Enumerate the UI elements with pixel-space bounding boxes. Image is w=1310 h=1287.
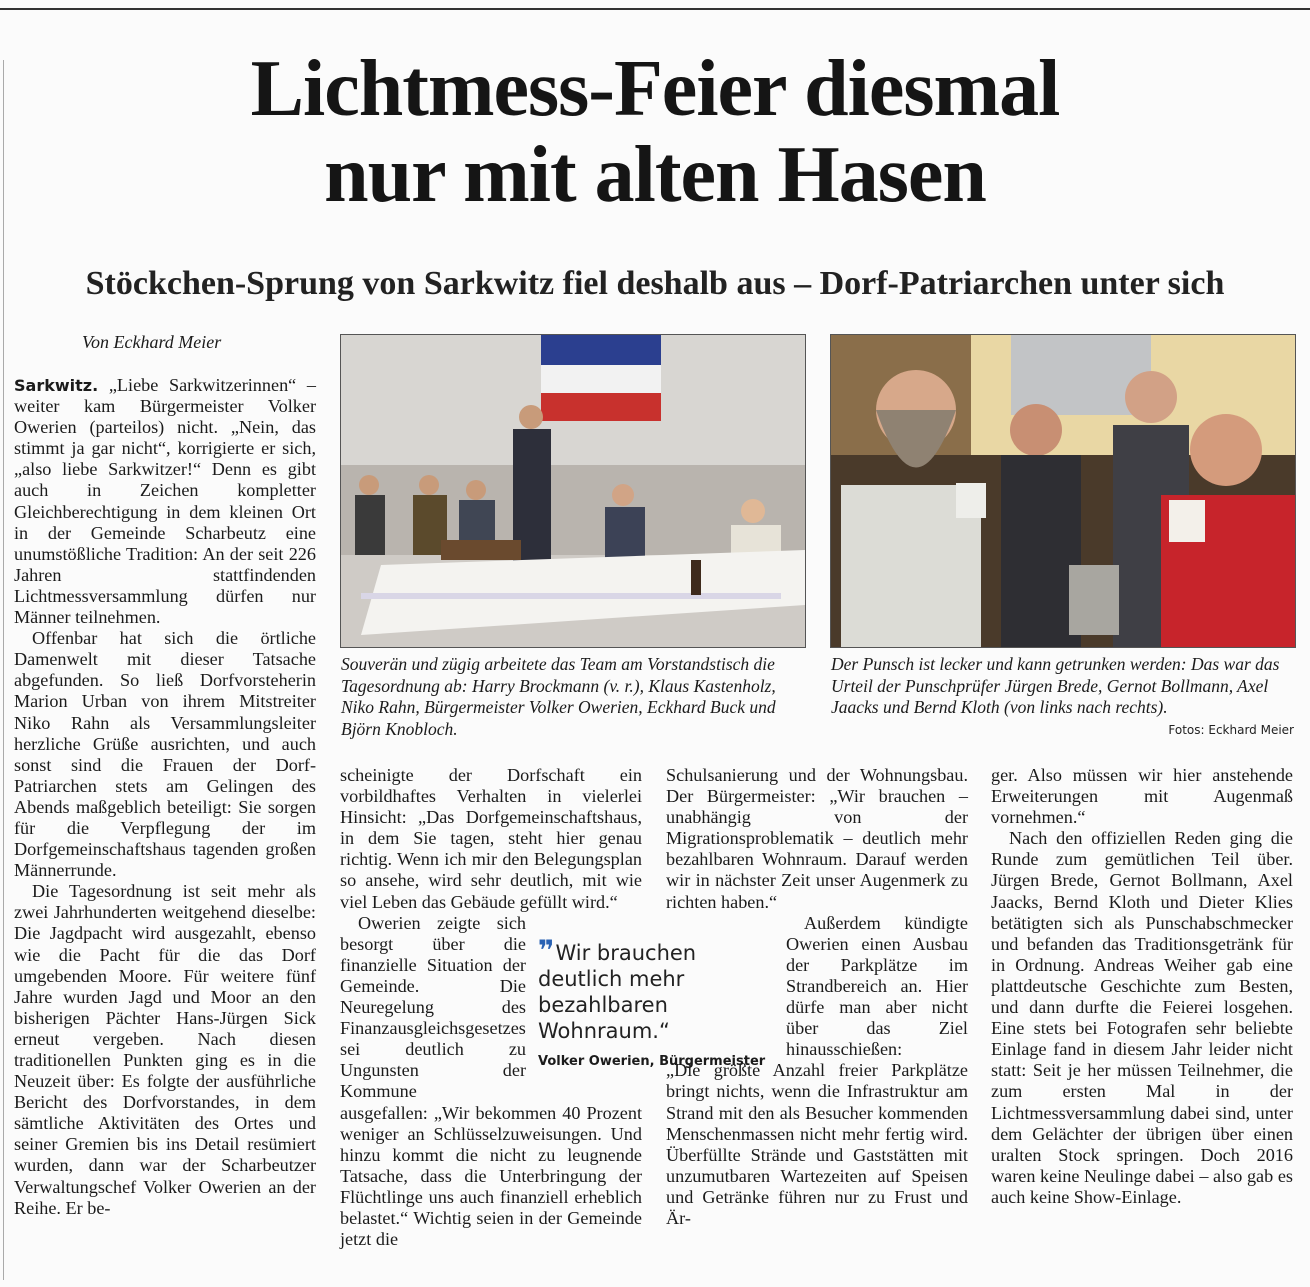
paragraph	[14, 375, 316, 628]
paragraph: Offenbar hat sich die örtliche Damenwelt mit dieser Tatsache abgefunden. So ließ Dorfvorsteherin Marion Urban von ihrem Mitstreiter Niko Rahn als Versammlungsleiter herzliche Grüße ausrichten, und auch sonst sind die Frauen der Dorf-Patriarchen stets am Gelingen des Abends maßgeblich beteiligt: Sie sorgen für die Verpflegung der im Dorfgemeinschaftshaus tagenden großen Männerrunde.	[14, 628, 316, 881]
paragraph-text: „Liebe Sarkwitzerinnen“ – weiter kam Bürgermeister Volker Owerien (parteilos) nicht. „Nein, das stimmt ja gar nicht“, korrigierte er sich, „also liebe Sarkwitzer!“ Denn es gibt auch in Zeichen kompletter Gleichberechtigung in dem kleinen Ort in der Gemeinde Scharbeutz eine unumstößliche Tradition: An der seit 226 Jahren stattfindenden Lichtmessversammlung dürfen nur Männer teilnehmen.	[14, 375, 316, 628]
quote-mark-icon: ❞	[538, 934, 552, 967]
paragraph: „Die größte Anzahl freier Parkplätze bringt nichts, wenn die Infrastruktur am Strand mit den als Besucher kommenden Menschenmassen nicht mehr fertig wird. Überfüllte Strände und Gaststätten mit unzumutbaren Wartezeiten auf Speisen und Getränke führen nur zu Frust und Är-	[666, 1060, 968, 1228]
paragraph: scheinigte der Dorfschaft ein vorbildhaftes Verhalten in vielerlei Hinsicht: „Das Dorfgemeinschaftshaus, in dem Sie tagen, steht hier genau richtig. Wenn ich mir den Belegungsplan so ansehe, wird sehr deutlich, mit wie viel Leben das Gebäude gefüllt wird.“	[340, 765, 642, 912]
paragraph: Schulsanierung und der Wohnungsbau. Der Bürgermeister: „Wir brauchen – unabhängig von der Migrationsproblematik – deutlich mehr bezahlbaren Wohnraum. Darauf werden wir in nächster Zeit unser Augenmerk zu richten haben.“	[666, 765, 968, 912]
paragraph: Owerien zeigte sich besorgt über die finanzielle Situation der Gemeinde. Die Neuregelung des Finanzausgleichsgesetzes sei deutlich zu Ungunsten der Kommune	[340, 912, 526, 1102]
photo-punch	[830, 334, 1296, 648]
paragraph: ausgefallen: „Wir bekommen 40 Prozent weniger an Schlüsselzuweisungen. Und hinzu kommt die nicht zu leugnende Tatsache, dass die Unterbringung der Flüchtlinge uns auch finanziell erheblich belastet.“ Wichtig seien in der Gemeinde jetzt die	[340, 1102, 642, 1250]
byline: Von Eckhard Meier	[82, 332, 222, 352]
pull-quote-body: Wir brauchen deutlich mehr bezahlbaren Wohnraum.“	[538, 941, 697, 1043]
photo-credit: Fotos: Eckhard Meier	[1168, 723, 1294, 737]
headline-line-1: Lichtmess-Feier diesmal	[250, 45, 1060, 133]
photo-punch-caption: Der Punsch ist lecker und kann getrunken werden: Das war das Urteil der Punschprüfer Jürgen Brede, Gernot Bollmann, Axel Jaacks und Bernd Kloth (von links nach rechts).	[831, 654, 1280, 717]
paragraph: Die Tagesordnung ist seit mehr als zwei Jahrhunderten weitgehend dieselbe: Die Jagdpacht wird ausgezahlt, ebenso wie die Pacht für die das Dorf umgebenden Moore. Für weitere fünf Jahre wurden Jagd und Moor an den bisherigen Pächter Hans-Jürgen Sick erneut vergeben. Nach diesen traditionellen Punkten ging es in die Neuzeit über: Es folgte der ausführliche Bericht des Dorfvorstandes, in dem sämtliche Aktivitäten des Ortes und seiner Gremien bis ins Detail resümiert wurden, dann war der Scharbeutzer Verwaltungschef Volker Owerien an der Reihe. Er be-	[14, 881, 316, 1218]
top-rule	[0, 8, 1310, 10]
paragraph: ger. Also müssen wir hier anstehende Erweiterungen mit Augenmaß vornehmen.“	[991, 765, 1293, 828]
article-column-1	[14, 375, 316, 1219]
pull-quote-source: Volker Owerien, Bürgermeister	[538, 1054, 766, 1069]
subheadline: Stöckchen-Sprung von Sarkwitz fiel deshalb aus – Dorf-Patriarchen unter sich	[85, 265, 1225, 302]
headline-line-2: nur mit alten Hasen	[324, 131, 986, 219]
photo-meeting	[340, 334, 806, 648]
photo-meeting-illustration	[341, 335, 805, 647]
dateline: Sarkwitz.	[14, 376, 99, 395]
photo-punch-illustration	[831, 335, 1295, 647]
article-column-3	[666, 765, 968, 1229]
left-rule	[3, 60, 4, 1280]
article-column-4	[991, 765, 1293, 1208]
paragraph: Außerdem kündigte Owerien einen Ausbau der Parkplätze im Strandbereich an. Hier dürfe man aber nicht über das Ziel hinausschießen:	[786, 912, 968, 1060]
paragraph: Nach den offiziellen Reden ging die Runde zum gemütlichen Teil über. Jürgen Brede, Gernot Bollmann, Axel Jaacks, Bernd Kloth und Dieter Klies betätigten sich als Punschabschmecker und befanden das Traditionsgetränk für in Ordnung. Andreas Weiher gab eine plattdeutsche Geschichte zum Besten, und dann durfte die Feierei losgehen. Eine stets bei Fotografen sehr beliebte Einlage fand in diesem Jahr leider nicht statt: Seit je her müssen Teilnehmer, die zum ersten Mal in der Lichtmessversammlung dabei sind, unter dem Gelächter der übrigen über einen uralten Stock springen. Doch 2016 waren keine Neulinge dabei – also gab es auch keine Show-Einlage.	[991, 828, 1293, 1207]
photo-meeting-caption: Souverän und zügig arbeitete das Team am Vorstandstisch die Tagesordnung ab: Harry Brockmann (v. r.), Klaus Kastenholz, Niko Rahn, Bürgermeister Volker Owerien, Eckhard Buck und Björn Knobloch.	[341, 654, 776, 739]
headline	[20, 46, 1290, 218]
